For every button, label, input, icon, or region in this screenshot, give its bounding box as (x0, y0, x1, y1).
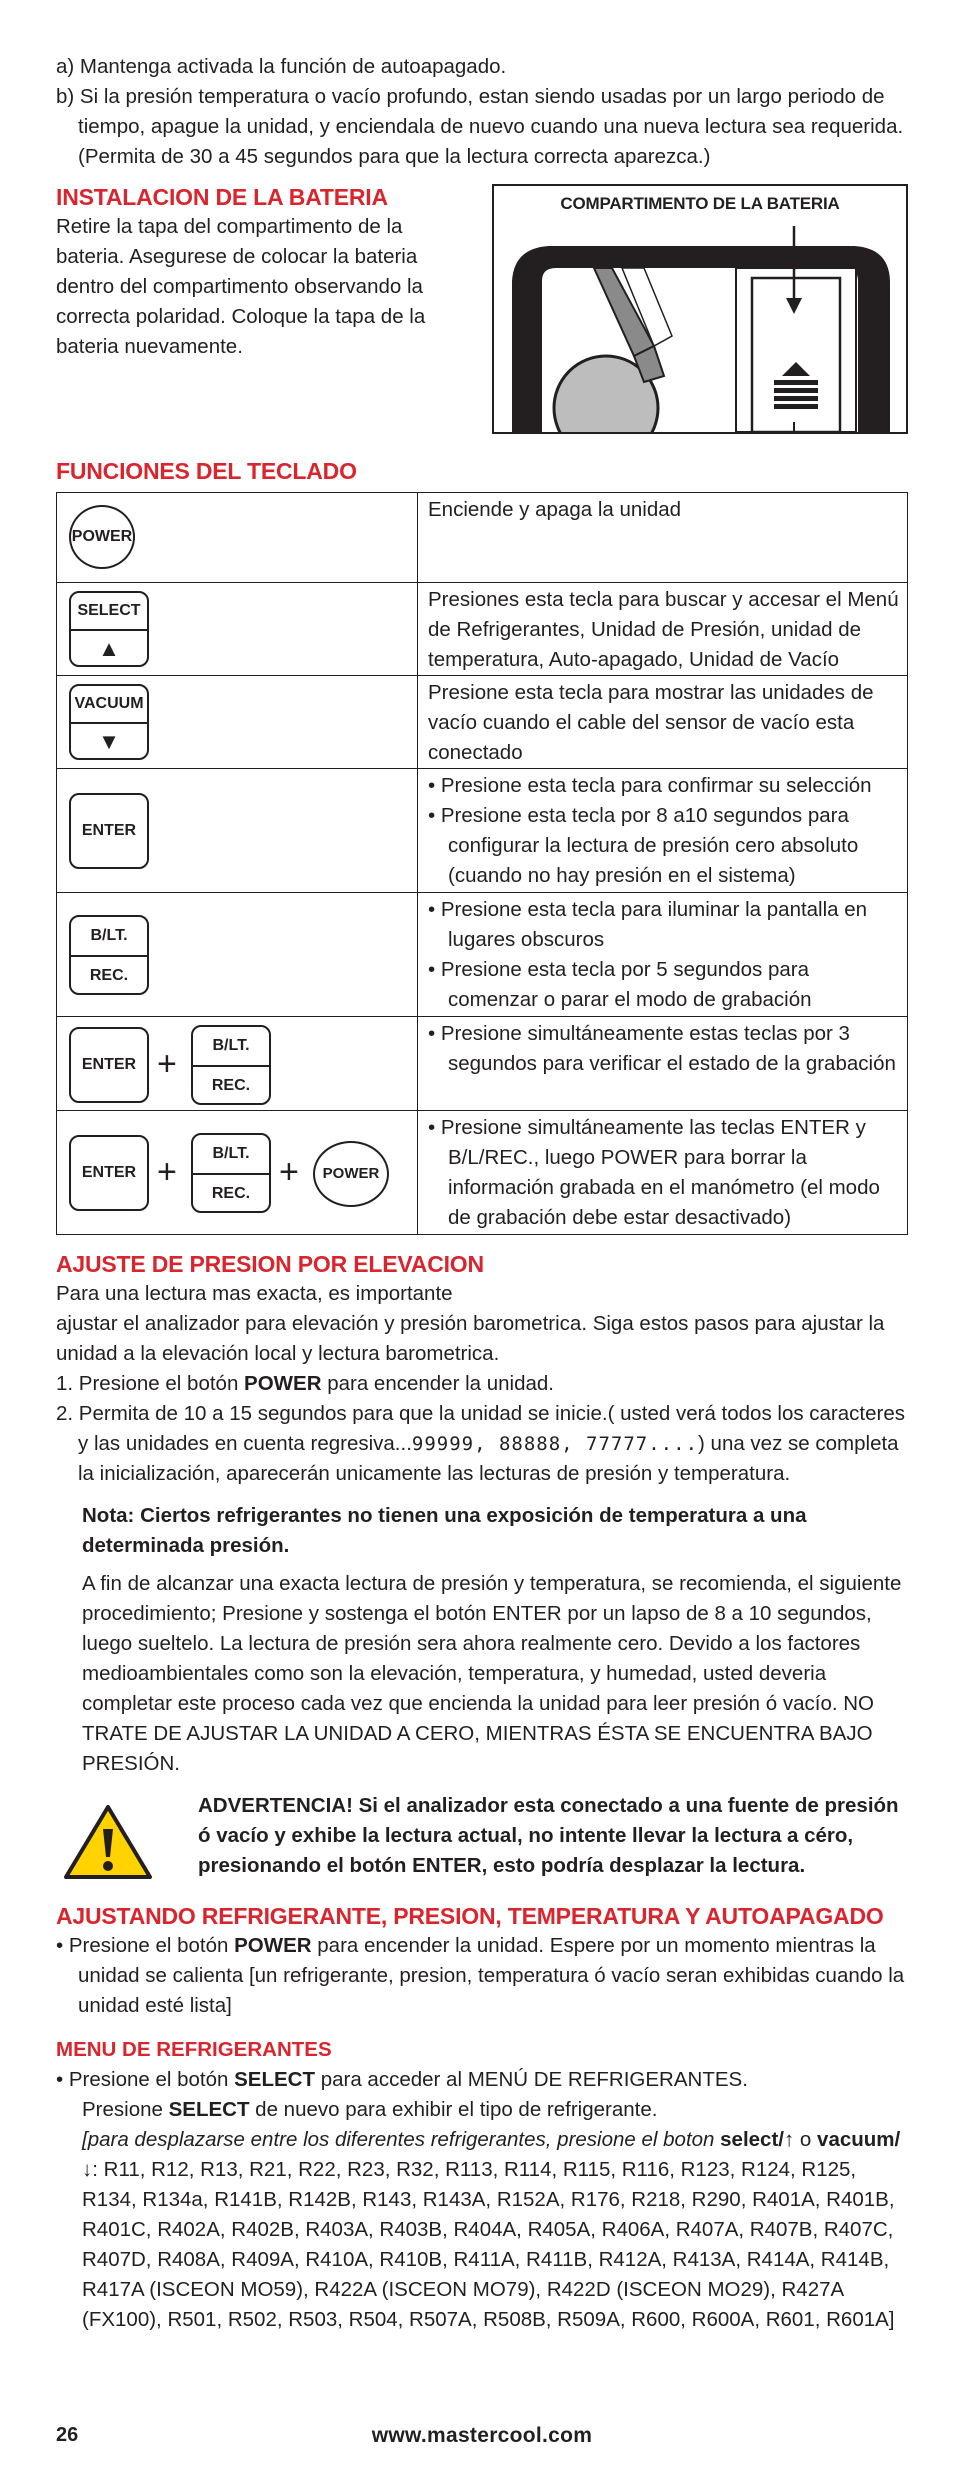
power-key-label: POWER (71, 528, 133, 545)
enter-bullet-2: • Presione esta tecla por 8 a10 segundos para configurar la lectura de presión cero absoluto (cuando no hay presión en el sistema) (428, 804, 859, 887)
elevation-heading: AJUSTE DE PRESION POR ELEVACION (56, 1251, 484, 1277)
intro-item-a: a) Mantenga activada la función de autoapagado. (56, 55, 507, 78)
rec-key-label: REC. (89, 967, 129, 984)
blt-key-label: B/LT. (71, 917, 147, 957)
plus-sign: + (157, 1153, 177, 1191)
battery-heading: INSTALACION DE LA BATERIA (56, 184, 388, 210)
website-url: www.mastercool.com (371, 2424, 593, 2447)
rec-key-label: REC. (211, 1185, 251, 1202)
enter-key-label: ENTER (81, 1164, 137, 1181)
power-key (313, 1141, 389, 1207)
enter-key-label: ENTER (81, 822, 137, 839)
table-row (57, 583, 908, 676)
rec-key-label: REC. (211, 1077, 251, 1094)
menu-heading: MENU DE REFRIGERANTES (56, 2038, 332, 2061)
blt-key-label: B/LT. (193, 1027, 269, 1067)
combo-erase-bullet: • Presione simultáneamente las teclas ENTER y B/L/REC., luego POWER para borrar la información grabada en el manómetro (el modo de grabación debe estar desactivado) (428, 1116, 880, 1229)
elevation-step-1: 1. Presione el botón POWER para encender la unidad. (56, 1372, 555, 1395)
battery-section (56, 182, 908, 452)
table-row (57, 893, 908, 1017)
manual-page (56, 52, 908, 2335)
warning-icon (62, 1803, 154, 1881)
adjusting-heading: AJUSTANDO REFRIGERANTE, PRESION, TEMPERATURA Y AUTOAPAGADO (56, 1903, 884, 1929)
power-key (69, 505, 135, 569)
blt-rec-key (191, 1133, 271, 1213)
combo-bullet-1: • Presione simultáneamente estas teclas por 3 segundos para verificar el estado de la grabación (428, 1022, 896, 1075)
vacuum-description: Presione esta tecla para mostrar las unidades de vacío cuando el cable del sensor de vacío esta conectado (428, 681, 874, 764)
blt-key-label: B/LT. (193, 1135, 269, 1175)
table-row (57, 769, 908, 893)
down-arrow-icon: ▼ (98, 729, 120, 754)
lcd-countdown: 99999, 88888, 77777.... (411, 1433, 699, 1455)
warning-text: ADVERTENCIA! Si el analizador esta conectado a una fuente de presión ó vacío y exhibe la lectura actual, no intente llevar la lectura a céro, presionando el botón ENTER, esto podría desplazar la lectura. (198, 1794, 899, 1877)
menu-line-1: • Presione el botón SELECT para acceder al MENÚ DE REFRIGERANTES. (56, 2068, 748, 2091)
select-key (69, 591, 149, 667)
intro-item-b: b) Si la presión temperatura o vacío profundo, estan siendo usadas por un largo periodo de tiempo, apague la unidad, y enciendala de nuevo cuando una nueva lectura sea requerida. (Permita de 30 a 45 segundos para que la lectura correcta aparezca.) (56, 85, 904, 168)
table-row (57, 1017, 908, 1111)
menu-refrigerant-list: [para desplazarse entre los diferentes refrigerantes, presione el boton select/↑ o vacuum/↓: R11, R12, R13, R21, R22, R23, R32, R113, R114, R115, R116, R123, R124, R125, R134, R134a, R141B, R142B, R143, R143A, R152A, R176, R218, R290, R401A, R401B, R401C, R402A, R402B, R403A, R403B, R404A, R405A, R406A, R407A, R407B, R407C, R407D, R408A, R409A, R410A, R410B, R411A, R411B, R412A, R413A, R414A, R414B, R417A (ISCEON MO59), R422A (ISCEON MO79), R422D (ISCEON MO29), R427A (FX100), R501, R502, R503, R504, R507A, R508B, R509A, R600, R600A, R601, R601A] (82, 2128, 901, 2331)
elevation-intro: Para una lectura mas exacta, es importante (56, 1282, 453, 1305)
power-description: Enciende y apaga la unidad (428, 498, 682, 521)
blt-bullet-2: • Presione esta tecla por 5 segundos para comenzar o parar el modo de grabación (428, 958, 812, 1011)
battery-compartment-illustration (494, 186, 906, 432)
elevation-step-2: 2. Permita de 10 a 15 segundos para que la unidad se inicie.( usted verá todos los caracteres y las unidades en cuenta regresiva...99999, 88888, 77777....) una vez se completa la inicialización, aparecerán unicamente las lecturas de presión y temperatura. (56, 1402, 905, 1485)
menu-line-2: Presione SELECT de nuevo para exhibir el tipo de refrigerante. (82, 2098, 658, 2121)
select-key-label: SELECT (71, 593, 147, 631)
elevation-note: Nota: Ciertos refrigerantes no tienen una exposición de temperatura a una determinada presión. (82, 1504, 807, 1557)
elevation-intro-2: ajustar el analizador para elevación y presión barometrica. Siga estos pasos para ajustar la unidad a la elevación local y lectura barometrica. (56, 1312, 885, 1365)
elevation-procedure: A fin de alcanzar una exacta lectura de presión y temperatura, se recomienda, el siguiente procedimiento; Presione y sostenga el botón ENTER por un lapso de 8 a 10 segundos, luego sueltelo. La lectura de presión sera ahora realmente cero. Devido a los factores medioambientales como son la elevación, temperatura, y humedad, usted deveria completar este proceso cada vez que encienda la unidad para leer presión ó vacío. NO TRATE DE AJUSTAR LA UNIDAD A CERO, MIENTRAS ÉSTA SE ENCUENTRA BAJO PRESIÓN. (82, 1572, 902, 1775)
enter-bullet-1: • Presione esta tecla para confirmar su selección (428, 774, 872, 797)
battery-instructions: Retire la tapa del compartimento de la bateria. Asegurese de colocar la bateria dentro del compartimento observando la correcta polaridad. Coloque la tapa de la bateria nuevamente. (56, 215, 426, 358)
power-key-label: POWER (322, 1165, 380, 1182)
blt-rec-key (191, 1025, 271, 1105)
blt-rec-key (69, 915, 149, 995)
up-arrow-icon: ▲ (98, 636, 120, 661)
vacuum-key-label: VACUUM (71, 686, 147, 724)
warning-block (56, 1785, 908, 1897)
adjusting-bullet: • Presione el botón POWER para encender la unidad. Espere por un momento mientras la unidad se calienta [un refrigerante, presion, temperatura ó vacío seran exhibidas cuando la unidad esté lista] (56, 1934, 905, 2017)
keypad-heading: FUNCIONES DEL TECLADO (56, 458, 357, 484)
page-number: 26 (56, 2424, 79, 2446)
blt-bullet-1: • Presione esta tecla para iluminar la pantalla en lugares obscuros (428, 898, 868, 951)
enter-key-label: ENTER (81, 1056, 137, 1073)
table-row (57, 1111, 908, 1235)
enter-key (69, 793, 149, 869)
battery-figure-caption: COMPARTIMENTO DE LA BATERIA (560, 194, 840, 213)
plus-sign: + (279, 1153, 299, 1191)
battery-compartment-figure (492, 184, 908, 434)
table-row (57, 493, 908, 583)
vacuum-key (69, 684, 149, 760)
enter-key (69, 1135, 149, 1211)
plus-sign: + (157, 1045, 177, 1083)
table-row (57, 676, 908, 769)
select-description: Presiones esta tecla para buscar y accesar el Menú de Refrigerantes, Unidad de Presión, unidad de temperatura, Auto-apagado, Unidad de Vacío (428, 588, 899, 671)
enter-key (69, 1027, 149, 1103)
page-footer (56, 2424, 908, 2454)
keypad-functions-table (56, 492, 908, 1235)
